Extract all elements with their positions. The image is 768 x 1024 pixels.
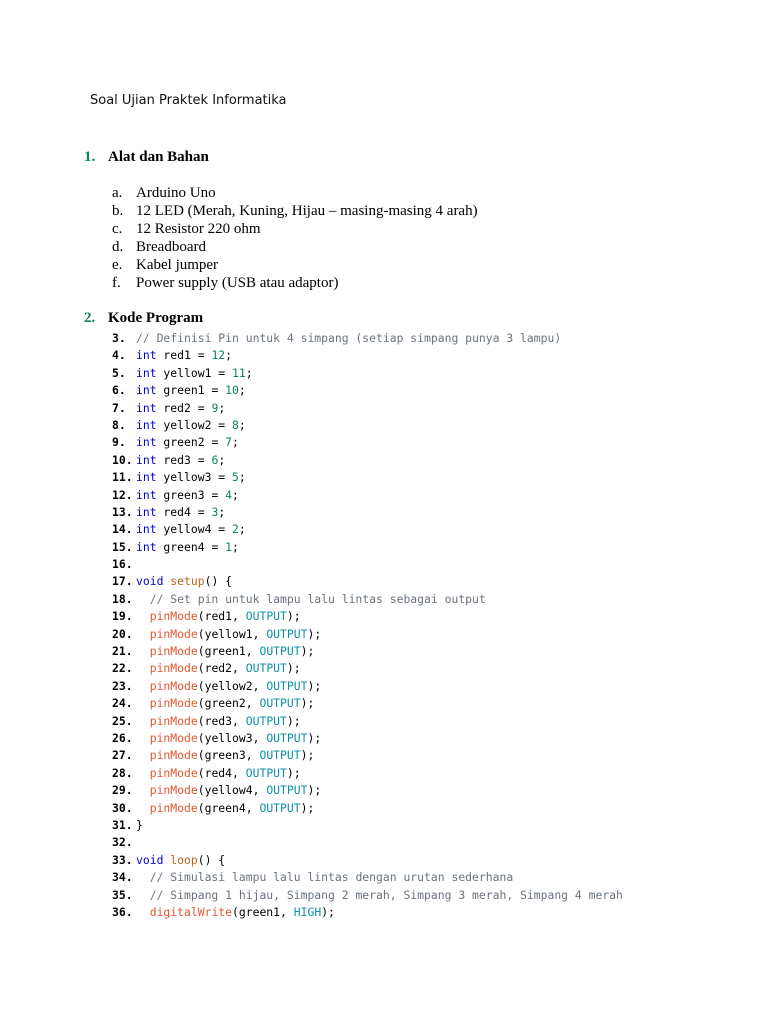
code-token: yellow4 = [156,522,233,537]
line-number: 16. [112,557,133,572]
code-line [112,747,623,764]
code-line [112,765,623,782]
code-line [112,434,623,451]
code-line [112,573,623,590]
code-line [112,469,623,486]
list-text: Arduino Uno [136,185,216,201]
line-number: 14. [112,522,133,537]
line-number: 28. [112,765,133,780]
line-number: 6. [112,383,126,398]
code-token: ); [307,626,322,641]
line-number: 34. [112,870,133,885]
code-token: int [136,400,157,415]
line-number: 15. [112,539,133,554]
code-token: ); [300,800,315,815]
code-line [112,417,623,434]
code-token [136,661,150,675]
code-line [112,330,623,347]
code-line [112,817,623,834]
code-token: green4 = [156,539,226,554]
code-token: // Simulasi lampu lalu lintas dengan urutan sederhana [136,870,514,885]
code-token: (green4, [197,800,260,815]
code-token: (green1, [232,904,294,919]
code-line [112,904,623,921]
code-token: () { [204,574,233,589]
code-token: pinMode [149,609,198,624]
code-line [112,347,623,364]
code-line [112,834,623,851]
code-token: ); [286,609,301,624]
list-item [112,256,478,274]
document-title: Soal Ujian Praktek Informatika [90,93,287,108]
code-token: 7 [225,435,233,450]
code-token: pinMode [149,765,198,780]
code-token: (green2, [197,696,260,711]
code-token: pinMode [149,713,198,728]
list-item [112,220,478,238]
code-token: OUTPUT [266,626,308,641]
line-number: 25. [112,713,133,728]
code-line [112,887,623,904]
code-token: yellow2 = [156,417,233,432]
code-token: OUTPUT [259,644,301,659]
code-token: OUTPUT [266,678,308,693]
code-token: 9 [211,400,219,415]
code-line [112,382,623,399]
code-token: 1 [225,539,233,554]
code-token: yellow3 = [156,470,233,485]
code-token [136,679,150,693]
code-token: ; [238,470,246,485]
line-number: 23. [112,678,133,693]
line-number: 10. [112,452,133,467]
code-block [112,330,623,921]
section-heading-materials [84,149,209,166]
code-token: 12 [211,348,226,363]
code-token: ; [238,417,246,432]
code-token: OUTPUT [259,800,301,815]
code-token [136,696,150,710]
code-token: OUTPUT [245,661,287,676]
list-item [112,274,478,292]
code-token: // Simpang 1 hijau, Simpang 2 merah, Simpang 3 merah, Simpang 4 merah [136,887,623,902]
code-token: OUTPUT [245,765,287,780]
code-token: int [136,383,157,398]
list-item [112,202,478,220]
code-token: green3 = [156,487,226,502]
code-token: red4 = [156,504,212,519]
code-token: OUTPUT [259,696,301,711]
code-line [112,591,623,608]
code-token: ); [286,765,301,780]
code-token: pinMode [149,678,198,693]
line-number: 5. [112,365,126,380]
line-number: 11. [112,470,133,485]
code-token: yellow1 = [156,365,233,380]
code-token: 11 [232,365,246,380]
line-number: 19. [112,609,133,624]
code-token: 2 [232,522,239,537]
code-token: ; [218,452,226,467]
code-token: ; [238,522,246,537]
code-token: (yellow3, [197,730,267,745]
section-number: 1. [84,149,96,165]
list-text: Kabel jumper [136,257,219,273]
code-token: int [136,452,157,467]
line-number: 7. [112,400,126,415]
line-number: 31. [112,817,133,832]
section-title: Kode Program [108,310,204,326]
code-token [136,644,150,658]
code-line [112,556,623,573]
list-text: Breadboard [136,239,206,255]
code-token: pinMode [149,661,198,676]
code-token [136,905,150,919]
code-token: pinMode [149,748,198,763]
code-token: ); [300,748,315,763]
code-token: } [136,817,143,832]
code-token: // Set pin untuk lampu lalu lintas sebagai output [136,591,486,606]
section-title: Alat dan Bahan [108,149,209,165]
list-letter: f. [112,275,121,291]
list-item [112,238,478,256]
code-token: int [136,365,157,380]
code-token: green1 = [156,383,226,398]
line-number: 26. [112,730,133,745]
code-token: int [136,435,157,450]
code-token [136,801,150,815]
list-text: 12 Resistor 220 ohm [136,221,261,237]
code-token: OUTPUT [245,609,287,624]
code-token: ); [300,696,315,711]
code-line [112,660,623,677]
line-number: 29. [112,783,133,798]
code-token: loop [170,852,198,867]
code-token: int [136,417,157,432]
line-number: 36. [112,904,133,919]
code-token: (red1, [197,609,246,624]
code-line [112,730,623,747]
code-line [112,643,623,660]
list-letter: b. [112,203,124,219]
code-line [112,678,623,695]
code-token: ); [300,644,315,659]
code-line [112,800,623,817]
code-token: OUTPUT [259,748,301,763]
code-line [112,539,623,556]
code-token: int [136,539,157,554]
code-token [136,748,150,762]
list-letter: c. [112,221,123,237]
code-token: ); [307,783,322,798]
code-token [136,627,150,641]
code-line [112,869,623,886]
code-token: ); [321,904,335,919]
code-line [112,365,623,382]
line-number: 30. [112,800,133,815]
code-line [112,504,623,521]
line-number: 13. [112,504,133,519]
line-number: 12. [112,487,133,502]
code-token: void [136,574,164,589]
code-line [112,487,623,504]
code-token [136,766,150,780]
code-token: ; [245,365,253,380]
code-token: int [136,487,157,502]
code-token: OUTPUT [266,783,308,798]
code-line [112,521,623,538]
code-token: ; [232,487,239,502]
code-token: (red2, [197,661,246,676]
line-number: 4. [112,348,126,363]
list-text: Power supply (USB atau adaptor) [136,275,339,291]
code-token: (yellow4, [197,783,267,798]
line-number: 24. [112,696,133,711]
code-token: HIGH [293,904,322,919]
code-token: 10 [225,383,239,398]
code-token: 8 [232,417,239,432]
code-token: 6 [211,452,219,467]
code-token: (green1, [197,644,260,659]
code-token: void [136,852,164,867]
list-item [112,184,478,202]
code-token: ; [225,348,233,363]
line-number: 27. [112,748,133,763]
code-token: pinMode [149,626,198,641]
code-token: (red4, [197,765,246,780]
code-token: ); [286,713,301,728]
list-text: 12 LED (Merah, Kuning, Hijau – masing-masing 4 arah) [136,203,478,219]
line-number: 33. [112,852,133,867]
code-token: ); [286,661,301,676]
code-line [112,626,623,643]
code-token [136,783,150,797]
code-line [112,713,623,730]
code-token: green2 = [156,435,226,450]
code-line [112,400,623,417]
line-number: 21. [112,644,133,659]
list-letter: a. [112,185,123,201]
code-token: ; [232,435,239,450]
line-number: 18. [112,591,133,606]
materials-list [112,184,478,292]
code-token: red2 = [156,400,212,415]
code-line [112,608,623,625]
code-token: int [136,522,157,537]
code-token: (yellow1, [197,626,267,641]
code-token [136,731,150,745]
code-token: (red3, [197,713,246,728]
section-number: 2. [84,310,96,326]
list-letter: e. [112,257,123,273]
code-token: () { [197,852,226,867]
code-token: OUTPUT [245,713,287,728]
line-number: 8. [112,417,126,432]
code-token: digitalWrite [149,904,233,919]
code-line [112,452,623,469]
code-token: ); [307,730,322,745]
line-number: 17. [112,574,133,589]
line-number: 32. [112,835,133,850]
code-token: pinMode [149,783,198,798]
code-token: // Definisi Pin untuk 4 simpang (setiap simpang punya 3 lampu) [136,331,562,345]
code-token: int [136,470,157,485]
line-number: 9. [112,435,126,450]
line-number: 35. [112,887,133,902]
code-token: red3 = [156,452,212,467]
code-line [112,782,623,799]
code-line [112,852,623,869]
line-number: 22. [112,661,133,676]
code-token: (yellow2, [197,678,267,693]
line-number: 3. [112,331,126,345]
code-token: (green3, [197,748,260,763]
line-number: 20. [112,626,133,641]
code-token: pinMode [149,644,198,659]
code-line [112,695,623,712]
code-token: 3 [211,504,219,519]
code-token: pinMode [149,730,198,745]
code-token: ; [218,400,226,415]
code-token: pinMode [149,696,198,711]
code-token: OUTPUT [266,730,308,745]
list-letter: d. [112,239,124,255]
code-token: int [136,504,157,519]
code-token: pinMode [149,800,198,815]
code-token: 5 [232,470,239,485]
code-token: ); [307,678,322,693]
code-token: red1 = [156,348,212,363]
code-token: 4 [225,487,233,502]
section-heading-code [84,310,203,327]
code-token [136,714,150,728]
code-token: ; [238,383,246,398]
code-token: int [136,348,157,363]
code-token: setup [170,574,205,589]
code-token: ; [218,504,226,519]
code-token: ; [232,539,239,554]
code-token [136,609,150,623]
